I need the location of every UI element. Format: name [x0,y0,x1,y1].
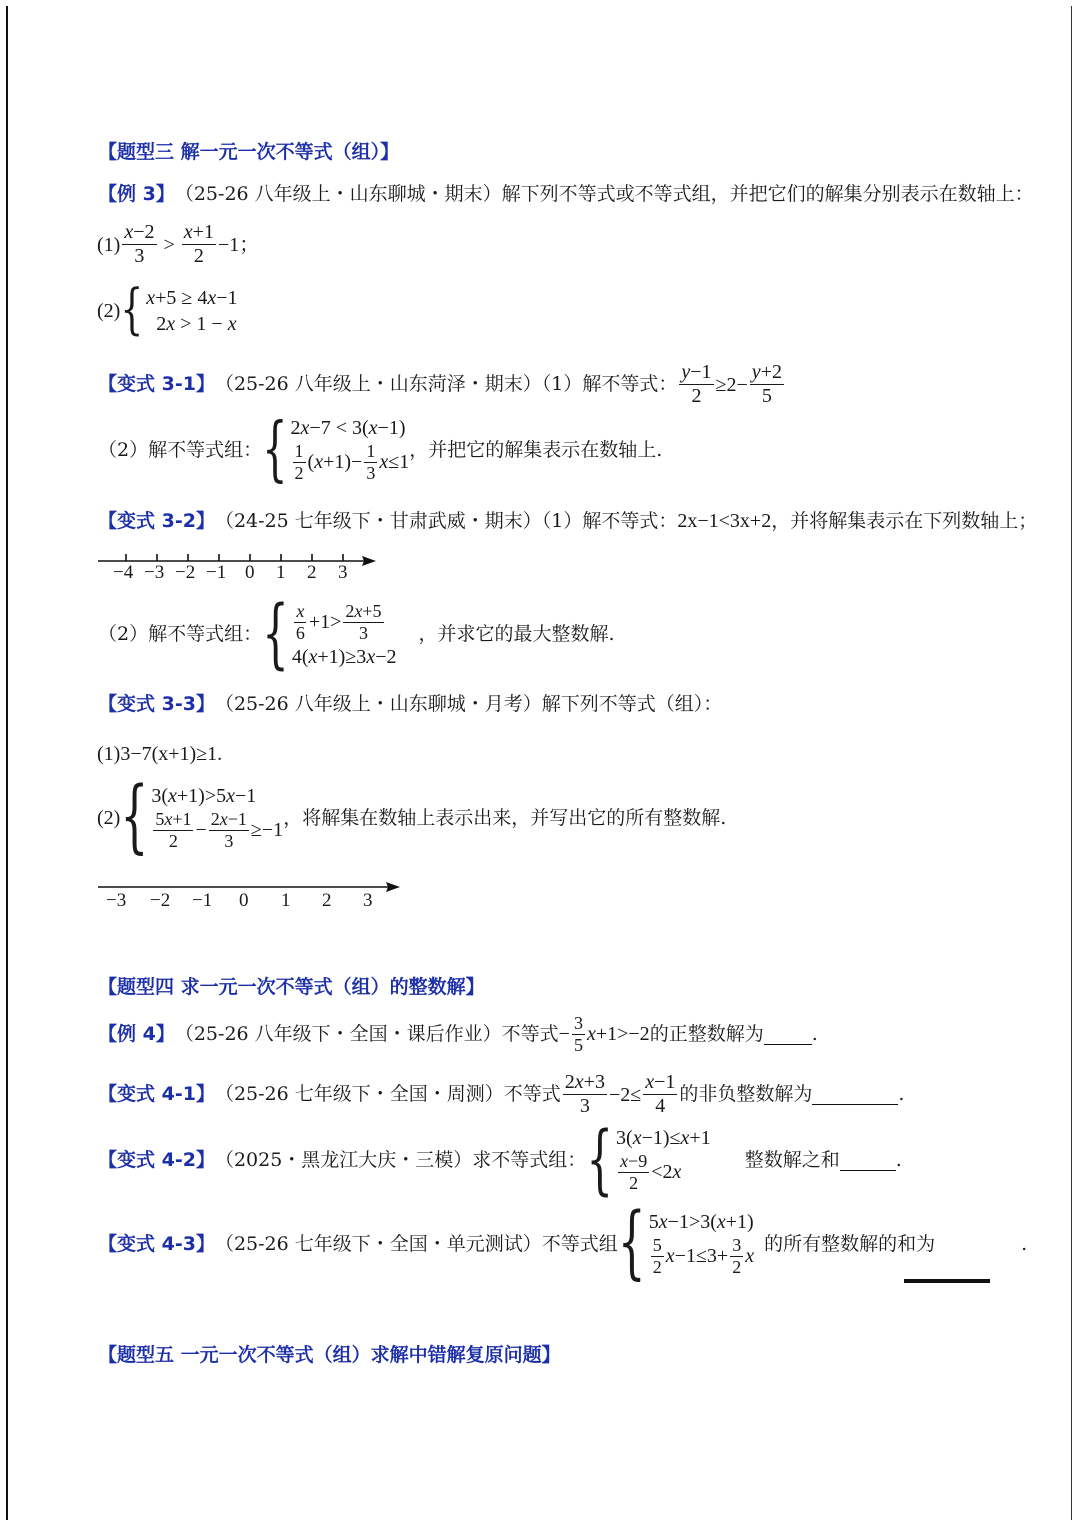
inequality-system: { 3(x+1)>5x−1 $\frac{5x+1}{2}$ − $\frac{2x-1}{3}$ ≥−1 [120,771,284,864]
example-4-tag: 【例 4】 [98,1022,175,1045]
example-3-part-1: (1) $\frac{x-2}{3}$ > $\frac{x+1}{2}$ −1 ； [97,221,260,267]
variant-4-2 [98,1115,902,1204]
section-title-3: 【题型三 解一元一次不等式（组）】 [98,141,400,163]
end-punct: . [895,1148,902,1171]
variant-3-3-header [98,695,722,714]
answer-blank [840,1150,896,1171]
inequality: $\frac{2x+3}{3}$ −2≤ $\frac{x-1}{4}$ [564,1071,676,1117]
part-label: (2) [97,807,121,830]
punct: ； [239,233,260,256]
variant-4-2-text: （2025・黑龙江大庆・三模）求不等式组： [214,1148,587,1171]
inequality-system: { x+5 ≥ 4x−1 2x > 1 − x [120,279,238,341]
variant-4-2-tag: 【变式 4-2】 [98,1148,215,1171]
inequality-system: { 2x−7 < 3(x−1) $\frac{1}{2}$ ( x +1)− $\frac{1}{3}$ x ≤1 [262,410,410,491]
inequality: $\frac{y-1}{2}$ ≥2− $\frac{y+2}{5}$ [681,361,782,407]
tick-label: 2 [322,890,332,911]
variant-3-3-text: （25-26 八年级上・山东聊城・月考）解下列不等式（组）： [214,693,723,715]
variant-4-1-tag: 【变式 4-1】 [98,1083,215,1105]
tick-label: −1 [206,562,227,583]
variant-3-1-text: （25-26 八年级上・山东菏泽・期末）（1）解不等式： [214,373,678,395]
tick-label: 3 [363,890,373,911]
example-4 [98,1014,818,1055]
tick-label: 0 [245,562,255,583]
variant-3-3-part-1: (1)3−7(x+1)≥1. [97,743,223,765]
part-label: （2）解不等式组： [98,438,263,461]
inequality: − $\frac{3}{5}$ x +1>−2 [558,1013,650,1055]
tick-label: −1 [192,890,213,911]
tick-label: −2 [150,890,171,911]
end-punct: . [898,1083,905,1105]
tick-label: −3 [144,562,165,583]
tick-label: 1 [281,890,291,911]
inequality: 2x−1<3x+2 [677,510,772,532]
example-4-text: （25-26 八年级下・全国・课后作业）不等式 [174,1022,559,1045]
example-3-text: （25-26 八年级上・山东聊城・期末）解下列不等式或不等式组，并把它们的解集分别表示在数轴上： [174,183,1034,205]
part-tail: ，并求它的最大整数解. [418,622,615,645]
example-3-tag: 【例 3】 [98,183,175,205]
variant-4-1-tail: 的非负整数解为 [679,1083,813,1105]
variant-4-2-tail: 整数解之和 [744,1148,840,1171]
tick-label: 0 [239,890,249,911]
variant-3-2-header [98,511,1037,531]
end-punct: . [1021,1232,1028,1255]
inequality-system: { 5x−1>3(x+1) $\frac{5}{2}$ x −1≤3+ $\frac{3}{2}$ x [617,1197,755,1290]
variant-4-1 [98,1072,904,1117]
part-label: （2）解不等式组： [98,622,263,645]
tick-label: 3 [338,562,348,583]
variant-3-3-part-2 [97,771,727,864]
tick-label: −3 [106,890,127,911]
part-tail: ，将解集在数轴上表示出来，并写出它的所有整数解. [283,806,727,829]
inequality-system: { 3(x−1)≤x+1 $\frac{x-9}{2}$ <2 x [586,1115,711,1204]
variant-4-3 [98,1197,1028,1290]
answer-blank [904,1279,990,1283]
answer-blank [764,1024,812,1045]
variant-3-1-header [98,362,786,407]
example-4-tail: 的正整数解为 [649,1022,764,1045]
number-line-axis [98,877,408,891]
variant-4-3-text: （25-26 七年级下・全国・单元测试）不等式组 [214,1232,618,1255]
variant-4-3-tail: 的所有整数解的和为 [764,1232,936,1255]
number-line-2 [98,874,408,914]
section-title-4: 【题型四 求一元一次不等式（组）的整数解】 [98,976,485,998]
variant-3-2-tail: ，并将解集表示在下列数轴上； [771,509,1038,532]
variant-4-3-tag: 【变式 4-3】 [98,1232,215,1255]
answer-blank [812,1084,898,1105]
part-label: (2) [97,300,121,322]
variant-3-1-tag: 【变式 3-1】 [98,373,215,395]
tick-label: −2 [175,562,196,583]
fraction: $\frac{x-2}{3}$ [124,221,155,267]
variant-3-3-tag: 【变式 3-3】 [98,693,215,715]
variant-3-2-tag: 【变式 3-2】 [98,509,215,532]
example-3-header [98,185,1034,204]
variant-4-1-text: （25-26 七年级下・全国・周测）不等式 [214,1083,561,1105]
inequality-system: { $\frac{x}{6}$ +1> $\frac{2x+5}{3}$ 4(x+1)≥3x−2 [262,589,397,678]
part-label: (1) [97,233,121,256]
variant-3-2-part-2 [98,589,615,678]
part-tail: ，并把它的解集表示在数轴上. [409,438,663,461]
fraction: $\frac{x+1}{2}$ [183,221,214,267]
variant-3-1-part-2 [98,410,663,491]
end-punct: . [811,1022,818,1045]
example-3-part-2 [97,279,238,341]
tick-label: 2 [307,562,317,583]
variant-3-2-text: （24-25 七年级下・甘肃武威・期末）（1）解不等式： [214,509,678,532]
tick-label: 1 [276,562,286,583]
section-title-5: 【题型五 一元一次不等式（组）求解中错解复原问题】 [98,1344,561,1366]
tick-label: −4 [113,562,134,583]
number-line-1 [98,548,388,588]
